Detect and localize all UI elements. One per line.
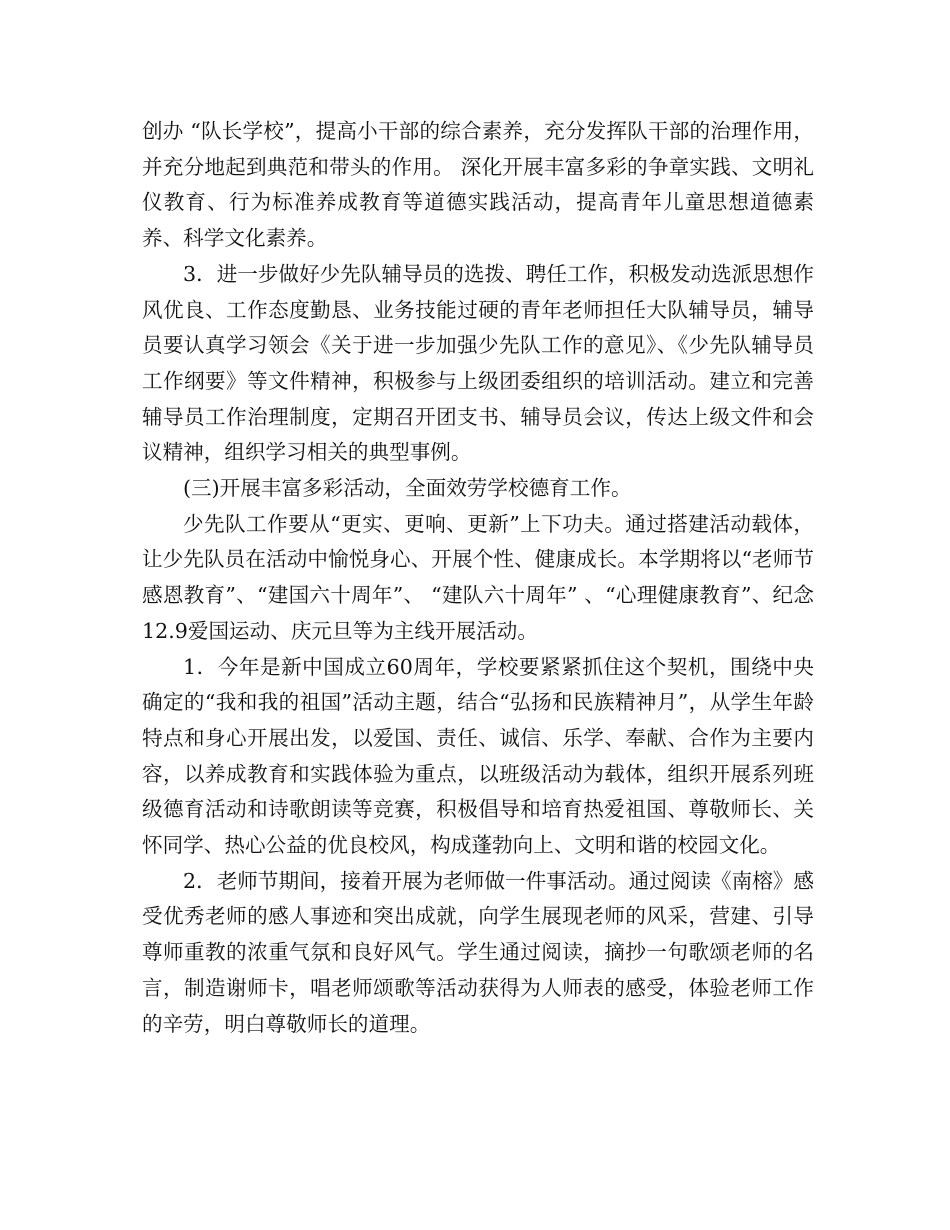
- paragraph-counselor-selection: 3．进一步做好少先队辅导员的选拨、聘任工作，积极发动选派思想作风优良、工作态度勤恳、业务技能过硬的青年老师担任大队辅导员，辅导员要认真学习领会《关于进一步加强少先队工作的意见》、《少先队辅导员工作纲要》等文件精神，积极参与上级团委组织的培训活动。建立和完善辅导员工作治理制度，定期召开团支书、辅导员会议，传达上级文件和会议精神，组织学习相关的典型事例。: [142, 261, 814, 465]
- paragraph-activity-overview: 少先队工作要从“更实、更响、更新”上下功夫。通过搭建活动载体，让少先队员在活动中愉悦身心、开展个性、健康成长。本学期将以“老师节感恩教育”、“建国六十周年”、 “建队六十周年” 、“心理健康教育”、纪念12.9爱国运动、庆元旦等为主线开展活动。: [142, 511, 814, 643]
- paragraph-teachers-day: 2．老师节期间，接着开展为老师做一件事活动。通过阅读《南榕》感受优秀老师的感人事迹和突出成就，向学生展现老师的风采，营建、引导尊师重教的浓重气氛和良好风气。学生通过阅读，摘抄一句歌颂老师的名言，制造谢师卡，唱老师颂歌等活动获得为人师表的感受，体验老师工作的辛劳，明白尊敬师长的道理。: [142, 868, 814, 1036]
- paragraph-continuation: 创办 “队长学校”，提高小干部的综合素养，充分发挥队干部的治理作用，并充分地起到典范和带头的作用。 深化开展丰富多彩的争章实践、文明礼仪教育、行为标准养成教育等道德实践活动，提高青年儿童思想道德素养、科学文化素养。: [142, 119, 814, 251]
- document-body: [142, 114, 814, 1042]
- paragraph-national-anniversary: 1．今年是新中国成立60周年，学校要紧紧抓住这个契机，围绕中央确定的“我和我的祖国”活动主题，结合“弘扬和民族精神月”，从学生年龄特点和身心开展出发，以爱国、责任、诚信、乐学、奉献、合作为主要内容，以养成教育和实践体验为重点，以班级活动为载体，组织开展系列班级德育活动和诗歌朗读等竞赛，积极倡导和培育热爱祖国、尊敬师长、关怀同学、热心公益的优良校风，构成蓬勃向上、文明和谐的校园文化。: [142, 654, 815, 858]
- section-heading-activities: (三)开展丰富多彩活动，全面效劳学校德育工作。: [183, 476, 632, 501]
